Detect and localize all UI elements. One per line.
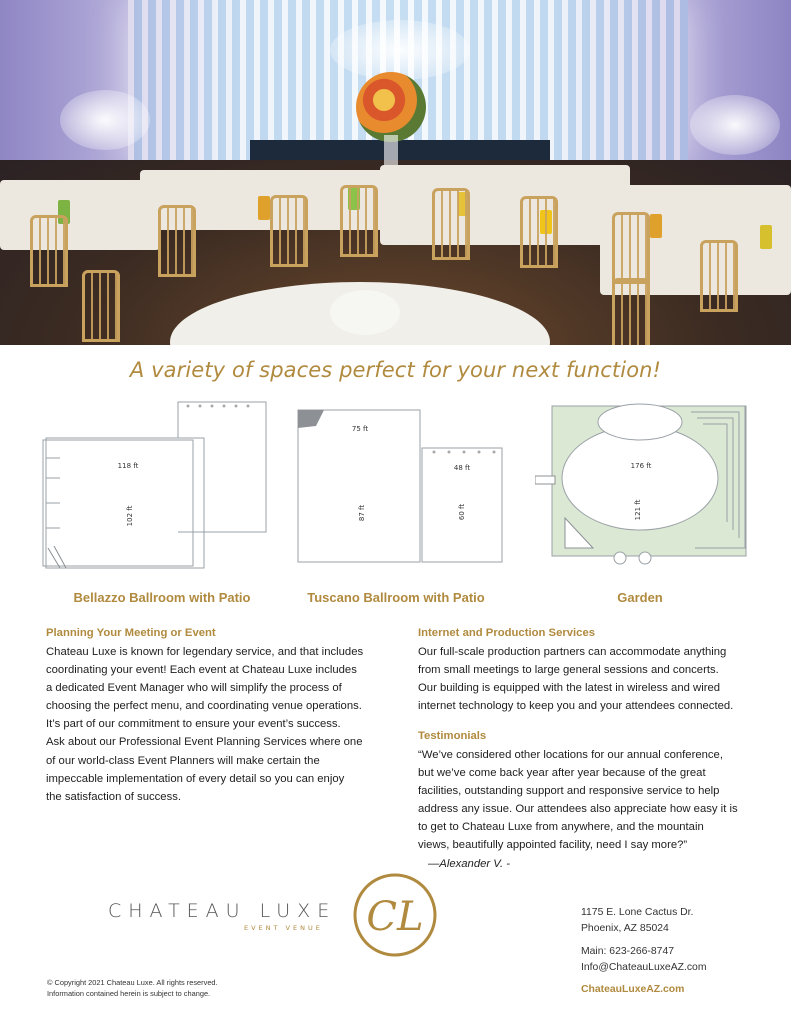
planning-line: coordinating your event! Each event at Chateau Luxe includes bbox=[46, 664, 357, 677]
testimonials-section bbox=[418, 728, 778, 873]
flower-centerpiece bbox=[330, 290, 400, 335]
wall-light bbox=[330, 20, 470, 80]
copyright-line: © Copyright 2021 Chateau Luxe. All rights reserved. bbox=[47, 978, 218, 987]
chiavari-chair bbox=[270, 195, 308, 267]
bellazzo-width-label: 118 ft bbox=[117, 462, 139, 470]
garden-caption: Garden bbox=[617, 590, 663, 605]
testimonial-line: address any issue. Our attendees also appreciate how easy it is bbox=[418, 803, 738, 816]
floral-arrangement bbox=[356, 72, 426, 142]
testimonial-line: but we’ve come back year after year because of the great bbox=[418, 767, 706, 780]
planning-line: impeccable implementation of every detail so you can enjoy bbox=[46, 772, 345, 785]
brand-subtitle: EVENT VENUE bbox=[244, 924, 323, 932]
napkin bbox=[258, 196, 270, 220]
contact-block bbox=[581, 944, 707, 975]
internet-line: from small meetings to large general sessions and concerts. bbox=[418, 664, 719, 677]
phone-number: Main: 623-266-8747 bbox=[581, 946, 675, 957]
planning-line: Ask about our Professional Event Planning Services where one bbox=[46, 736, 363, 749]
chiavari-chair bbox=[158, 205, 196, 277]
wall-light bbox=[60, 90, 150, 150]
planning-section bbox=[46, 625, 391, 806]
testimonial-line: facilities, outstanding support and responsive service to help bbox=[418, 785, 720, 798]
internet-heading: Internet and Production Services bbox=[418, 627, 596, 639]
email-address: Info@ChateauLuxeAZ.com bbox=[581, 961, 707, 973]
garden-depth-label: 121 ft bbox=[634, 499, 642, 521]
copyright-notice bbox=[47, 977, 218, 999]
monogram-logo bbox=[352, 872, 438, 958]
chiavari-chair bbox=[340, 185, 378, 257]
planning-line: a dedicated Event Manager who will simplify the process of bbox=[46, 682, 342, 695]
chiavari-chair bbox=[82, 270, 120, 342]
website-link[interactable]: ChateauLuxeAZ.com bbox=[581, 984, 685, 995]
brand-wordmark: CHATEAU LUXE bbox=[108, 900, 337, 922]
planning-line: of our world-class Event Planners will make certain the bbox=[46, 754, 320, 767]
internet-line: Our full-scale production partners can accommodate anything bbox=[418, 646, 727, 658]
tuscano-side-depth-label: 60 ft bbox=[458, 503, 466, 521]
planning-line: the satisfaction of success. bbox=[46, 790, 182, 803]
tuscano-caption: Tuscano Ballroom with Patio bbox=[307, 590, 485, 605]
napkin bbox=[760, 225, 772, 249]
testimonial-author: —Alexander V. - bbox=[428, 857, 511, 870]
chiavari-chair bbox=[612, 278, 650, 345]
chiavari-chair bbox=[432, 188, 470, 260]
planning-line: choosing the perfect menu, and coordinating venue operations. bbox=[46, 700, 362, 713]
address-block bbox=[581, 905, 693, 936]
monogram-text: CL bbox=[366, 894, 424, 940]
chiavari-chair bbox=[30, 215, 68, 287]
testimonial-line: to get to Chateau Luxe from anywhere, and the mountain bbox=[418, 821, 704, 834]
tuscano-floor-plan bbox=[294, 398, 506, 573]
banquet-table bbox=[380, 165, 630, 245]
banquet-table bbox=[0, 180, 160, 250]
napkin bbox=[650, 214, 662, 238]
bellazzo-caption: Bellazzo Ballroom with Patio bbox=[73, 590, 251, 605]
chiavari-chair bbox=[520, 196, 558, 268]
bellazzo-floor-plan bbox=[38, 398, 270, 573]
tuscano-width-label: 75 ft bbox=[351, 425, 369, 433]
internet-line: internet technology to keep you and your attendees connected. bbox=[418, 700, 734, 713]
copyright-line: Information contained herein is subject to change. bbox=[47, 989, 211, 998]
garden-floor-plan bbox=[535, 398, 750, 573]
testimonials-heading: Testimonials bbox=[418, 730, 487, 742]
address-line: Phoenix, AZ 85024 bbox=[581, 922, 669, 934]
planning-line: It’s part of our commitment to ensure your event’s success. bbox=[46, 718, 341, 731]
bellazzo-depth-label: 102 ft bbox=[126, 505, 134, 527]
planning-heading: Planning Your Meeting or Event bbox=[46, 627, 216, 639]
planning-line: Chateau Luxe is known for legendary service, and that includes bbox=[46, 646, 364, 658]
stage bbox=[250, 140, 550, 162]
tuscano-depth-label: 87 ft bbox=[358, 504, 366, 522]
internet-line: Our building is equipped with the latest in wireless and wired bbox=[418, 682, 721, 695]
internet-section bbox=[418, 625, 778, 715]
tuscano-side-width-label: 48 ft bbox=[453, 464, 471, 472]
glass-vase bbox=[384, 135, 398, 165]
chiavari-chair bbox=[612, 212, 650, 284]
tagline: A variety of spaces perfect for your next function! bbox=[129, 358, 662, 382]
chiavari-chair bbox=[700, 240, 738, 312]
floor-plans bbox=[0, 398, 791, 568]
wall-light bbox=[690, 95, 780, 155]
ballroom-hero-photo bbox=[0, 0, 791, 345]
address-line: 1175 E. Lone Cactus Dr. bbox=[581, 907, 694, 918]
garden-width-label: 176 ft bbox=[630, 462, 652, 470]
testimonial-line: “We’ve considered other locations for our annual conference, bbox=[418, 749, 723, 761]
testimonial-line: views, beautifully appointed facility, need I say more?” bbox=[418, 839, 688, 852]
